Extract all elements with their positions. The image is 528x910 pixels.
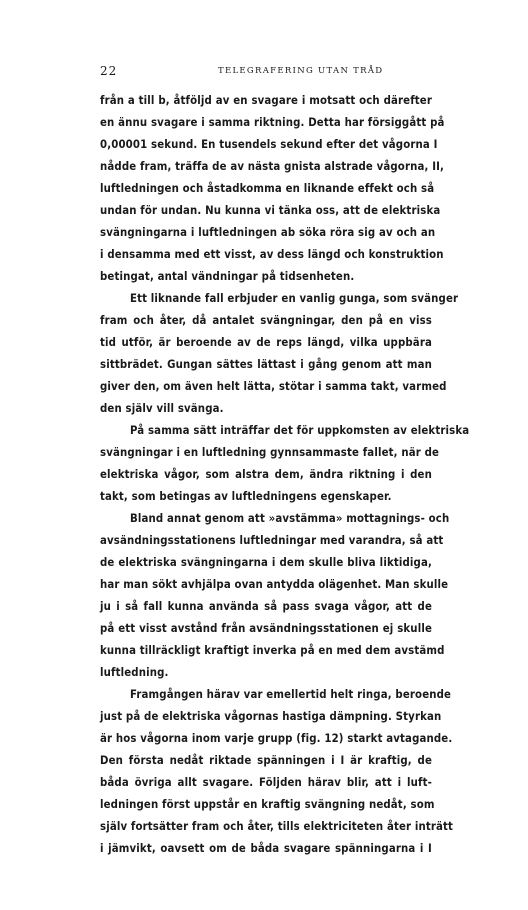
text-line: undan för undan. Nu kunna vi tänka oss, att de elektriska: [100, 204, 441, 217]
text-line: betingat, antal vändningar på tidsenheten.: [100, 270, 355, 283]
text-line: avsändningsstationens luftledningar med varandra, så att: [100, 534, 444, 547]
text-line: Ett liknande fall erbjuder en vanlig gunga, som svänger: [130, 292, 459, 305]
text-line: Framgången härav var emellertid helt ringa, beroende: [130, 688, 452, 701]
text-line: fram och åter, då antalet svängningar, den på en viss: [100, 314, 432, 327]
text-line: ledningen först uppstår en kraftig svängning nedåt, som: [100, 798, 435, 811]
text-line: på ett visst avstånd från avsändningsstationen ej skulle: [100, 622, 432, 635]
text-line: giver den, om även helt lätta, stötar i samma takt, varmed: [100, 380, 447, 393]
text-line: i densamma med ett visst, av dess längd och konstruktion: [100, 248, 444, 261]
page-number: 22: [100, 64, 118, 78]
text-line: sittbrädet. Gungan sättes lättast i gång genom att man: [100, 358, 432, 371]
body-text: [100, 90, 470, 860]
text-line: kunna tillräckligt kraftigt inverka på en med dem avstämd: [100, 644, 445, 657]
text-line: 0,00001 sekund. En tusendels sekund efter det vågorna I: [100, 138, 438, 151]
text-line: en ännu svagare i samma riktning. Detta har försiggått på: [100, 116, 445, 129]
text-line: ju i så fall kunna använda så pass svaga vågor, att de: [100, 600, 432, 613]
text-line: Bland annat genom att »avstämma» mottagnings- och: [130, 512, 450, 525]
text-line: har man sökt avhjälpa ovan antydda olägenhet. Man skulle: [100, 578, 449, 591]
text-line: tid utför, är beroende av de reps längd, vilka uppbära: [100, 336, 432, 349]
text-line: de elektriska svängningarna i dem skulle bliva liktidiga,: [100, 556, 432, 569]
text-line: På samma sätt inträffar det för uppkomsten av elektriska: [130, 424, 470, 437]
text-line: från a till b, åtföljd av en svagare i motsatt och därefter: [100, 94, 432, 107]
text-line: luftledning.: [100, 666, 169, 679]
text-line: själv fortsätter fram och åter, tills elektriciteten åter inträtt: [100, 820, 454, 833]
text-line: takt, som betingas av luftledningens egenskaper.: [100, 490, 392, 503]
text-line: Den första nedåt riktade spänningen i I är kraftig, de: [100, 754, 432, 767]
text-line: båda övriga allt svagare. Följden härav blir, att i luft-: [100, 776, 432, 789]
page-header: [100, 64, 432, 80]
text-line: är hos vågorna inom varje grupp (fig. 12) starkt avtagande.: [100, 732, 453, 745]
text-line: svängningarna i luftledningen ab söka röra sig av och an: [100, 226, 436, 239]
text-line: luftledningen och åstadkomma en liknande effekt och så: [100, 182, 435, 195]
text-line: svängningar i en luftledning gynnsammaste fallet, när de: [100, 446, 440, 459]
text-line: just på de elektriska vågornas hastiga dämpning. Styrkan: [100, 710, 442, 723]
text-line: elektriska vågor, som alstra dem, ändra riktning i den: [100, 468, 432, 481]
text-line: den själv vill svänga.: [100, 402, 224, 415]
running-title: TELEGRAFERING UTAN TRÅD: [218, 66, 384, 76]
text-line: nådde fram, träffa de av nästa gnista alstrade vågorna, II,: [100, 160, 445, 173]
text-line: i jämvikt, oavsett om de båda svagare spänningarna i I: [100, 842, 432, 855]
